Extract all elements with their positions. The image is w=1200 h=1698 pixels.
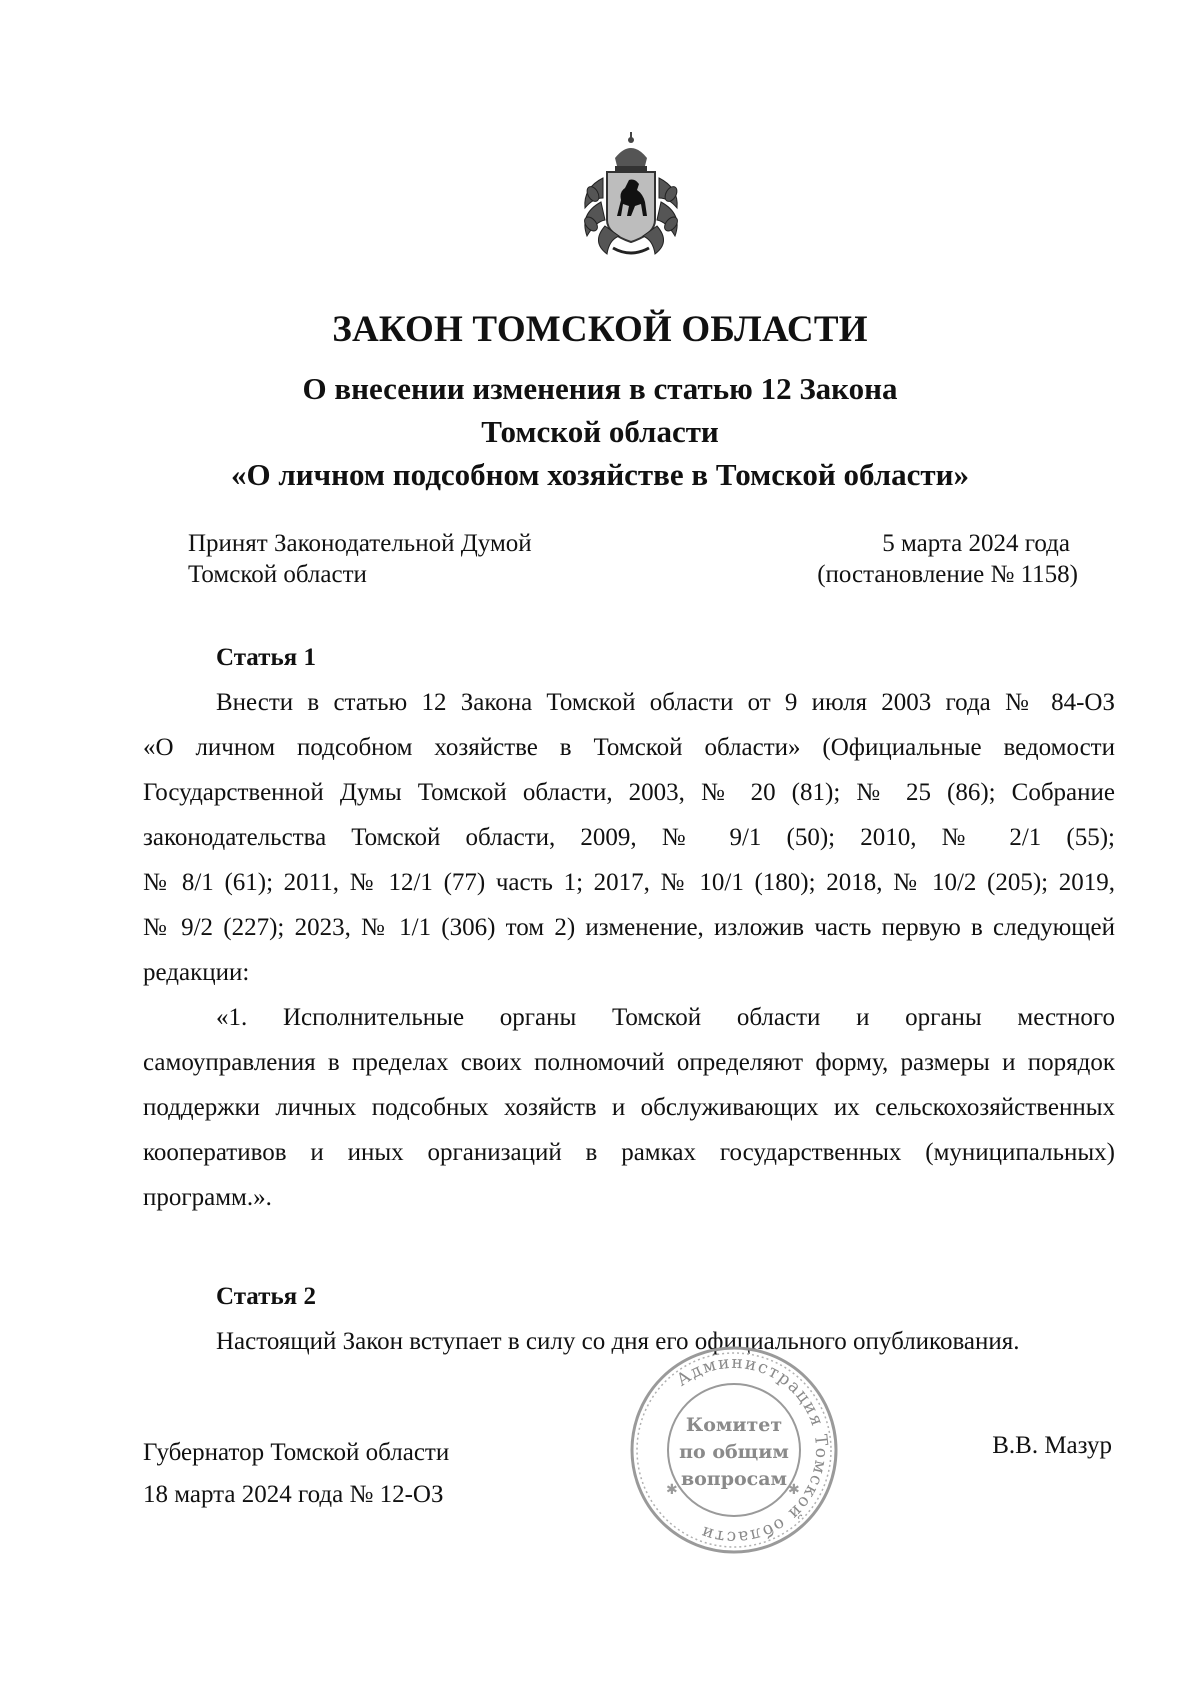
signatory-position: Губернатор Томской области bbox=[143, 1439, 450, 1466]
tomsk-coat-of-arms-icon bbox=[563, 128, 699, 262]
adopted-by-line: Принят Законодательной Думой bbox=[188, 530, 532, 557]
law-date-number: 18 марта 2024 года № 12-ОЗ bbox=[143, 1481, 444, 1508]
subtitle-line: Томской области bbox=[481, 414, 719, 449]
body-line: Внести в статью 12 Закона Томской области от 9 июля 2003 года № 84-ОЗ bbox=[216, 689, 1115, 716]
stamp-center bbox=[628, 1412, 840, 1493]
law-subtitle bbox=[0, 367, 1200, 496]
body-line: поддержки личных подсобных хозяйств и обслуживающих их сельскохозяйственных bbox=[143, 1094, 1115, 1121]
article-1-body bbox=[143, 680, 1115, 1220]
body-line: № 9/2 (227); 2023, № 1/1 (306) том 2) изменение, изложив часть первую в следующей bbox=[143, 914, 1115, 941]
stamp-ring-text: Администрация Томской области bbox=[673, 1352, 832, 1548]
adoption-date bbox=[817, 528, 1078, 590]
body-line: редакции: bbox=[143, 959, 250, 986]
article-1-title: Статья 1 bbox=[216, 644, 316, 671]
adopted-by-line: Томской области bbox=[188, 561, 367, 588]
resolution-number: (постановление № 1158) bbox=[817, 561, 1078, 588]
body-line: программ.». bbox=[143, 1184, 272, 1211]
stamp-center-line: вопросам bbox=[680, 1468, 788, 1490]
body-line: Государственной Думы Томской области, 2003, № 20 (81); № 25 (86); Собрание bbox=[143, 779, 1115, 806]
adopted-by bbox=[188, 528, 532, 590]
stamp-center-line: Комитет bbox=[685, 1414, 783, 1436]
stamp-center-line: по общим bbox=[679, 1441, 789, 1463]
body-line: «1. Исполнительные органы Томской области и органы местного bbox=[216, 1004, 1115, 1031]
body-line: законодательства Томской области, 2009, № 9/1 (50); 2010, № 2/1 (55); bbox=[143, 824, 1115, 851]
stamp-star-icon: ✱ bbox=[666, 1483, 678, 1498]
signatory-name: В.В. Мазур bbox=[992, 1432, 1112, 1459]
law-title: ЗАКОН ТОМСКОЙ ОБЛАСТИ bbox=[332, 309, 868, 350]
body-line: кооперативов и иных организаций в рамках государственных (муниципальных) bbox=[143, 1139, 1115, 1166]
subtitle-line: «О личном подсобном хозяйстве в Томской области» bbox=[230, 457, 970, 492]
adoption-date-line: 5 марта 2024 года bbox=[882, 530, 1070, 557]
subtitle-line: О внесении изменения в статью 12 Закона bbox=[302, 371, 898, 406]
signatory-block bbox=[143, 1432, 449, 1516]
article-2-title: Статья 2 bbox=[216, 1283, 316, 1310]
body-line: № 8/1 (61); 2011, № 12/1 (77) часть 1; 2017, № 10/1 (180); 2018, № 10/2 (205); 2019, bbox=[143, 869, 1115, 896]
stamp-star-icon: ✱ bbox=[788, 1483, 800, 1498]
body-line: самоуправления в пределах своих полномочий определяют форму, размеры и порядок bbox=[143, 1049, 1115, 1076]
body-line: Настоящий Закон вступает в силу со дня его официального опубликования. bbox=[216, 1328, 1020, 1355]
body-line: «О личном подсобном хозяйстве в Томской области» (Официальные ведомости bbox=[143, 734, 1115, 761]
